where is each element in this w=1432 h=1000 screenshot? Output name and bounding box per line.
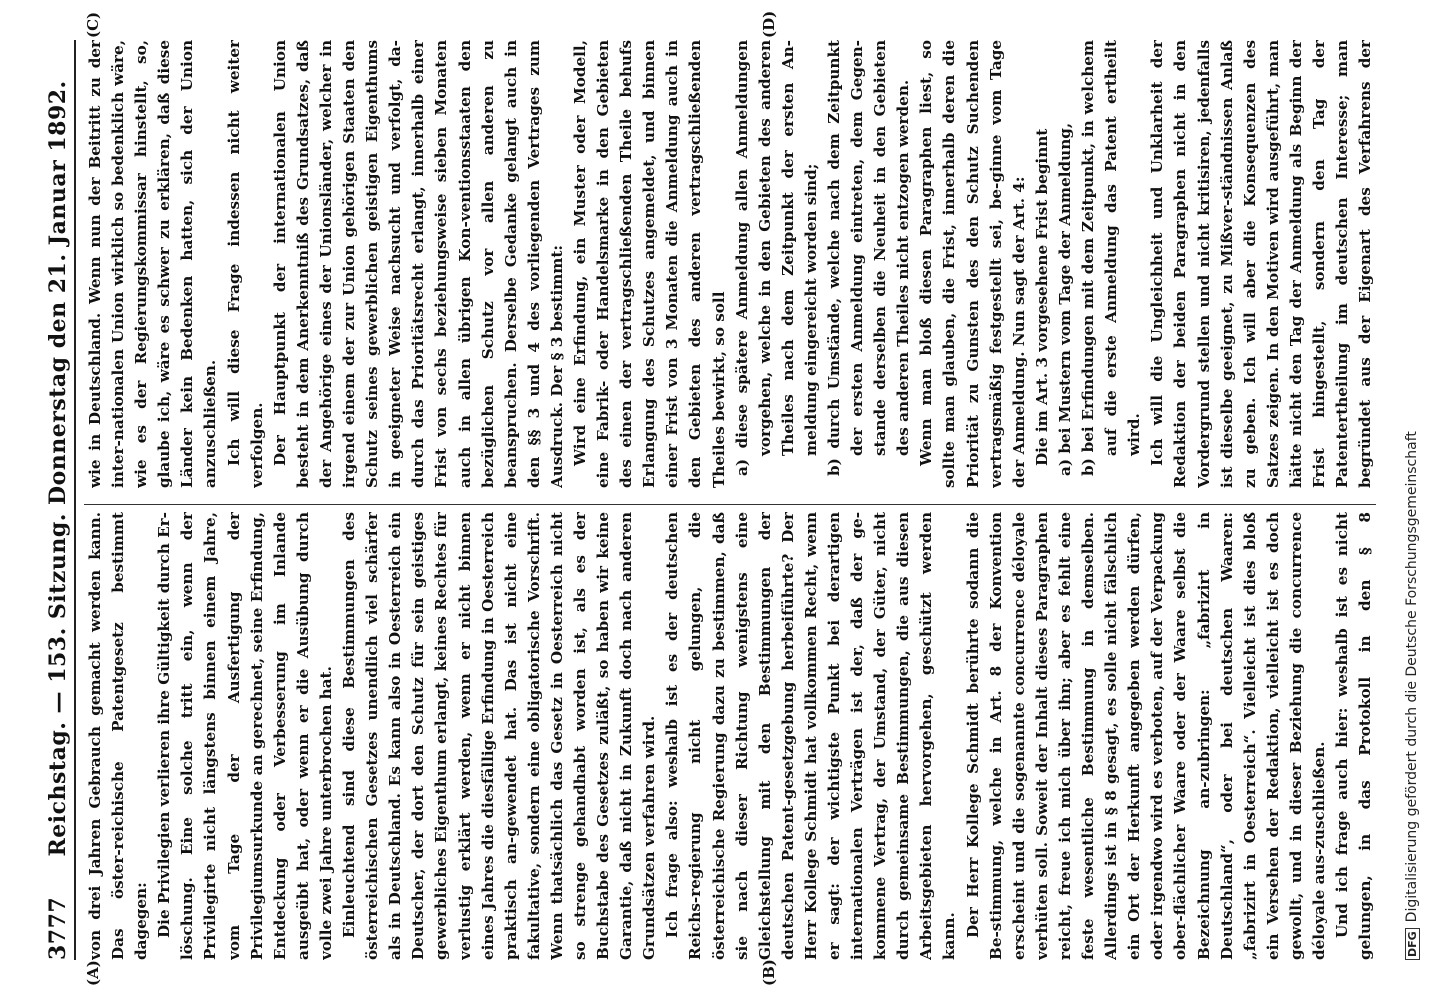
paragraph: Die Privilegien verlieren ihre Gültigkeit durch Er-löschung. Eine solche tritt ein, wenn der Privilegirte nicht längstens binnen einem Jahre, vom Tage der Ausfertigung der Privilegiumsurkunde an gerechnet, seine Erfindung, Entdeckung oder Verbesserung im Inlande ausgeübt hat, oder wenn er die Ausübung durch volle zwei Jahre unterbrochen hat. — [155, 512, 335, 960]
page-number-left: 3777 — [45, 896, 71, 960]
paragraph: Ich will die Ungleichheit und Unklarheit der Redaktion der beiden Paragraphen nicht in den Vordergrund stellen und nicht kritisiren, jedenfalls ist dieselbe geeignet, zu Mißver-ständnissen Anlaß zu geben. Ich will aber die Konsequenzen des Satzes zeigen. In den Motiven wird ausgeführt, man hätte nicht den Tag der Anmeldung als Beginn der Frist hingestellt, sondern den Tag der Patentertheilung im deutschen Interesse; man begründet aus der Eigenart des Verfahrens der — [1148, 40, 1375, 488]
margin-mark-b: (B) — [760, 959, 778, 986]
paragraph: Der Herr Kollege Schmidt berührte sodann die Be-stimmung, welche in Art. 8 der Konvention erscheint und die sogenannte concurrence déloyale verhüten soll. Soweit der Inhalt dieses Paragraphen reicht, freue ich mich über ihn; aber es fehlt eine feste wesentliche Bestimmung in demselben. Allerdings ist in § 8 gesagt, es solle nicht fälschlich ein Ort der Herkunft angegeben werden dürfen, oder irgendwo wird es verboten, auf der Verpackung ober-flächlicher Waare oder der Waare selbst die Bezeichnung an-zubringen: „fabrizirt in Deutschland“, oder bei deutschen Waaren: „fabrizirt in Oesterreich“. Vielleicht ist dies bloß ein Versehen der Redaktion, vielleicht ist es doch gewollt, und in dieser Beziehung die concurrence déloyale aus-zuschließen. — [963, 512, 1328, 960]
running-title: Reichstag. — 153. Sitzung. Donnerstag den 21. Januar 1892. — [45, 80, 71, 857]
paragraph: Die im Art. 3 vorgesehene Frist beginnt — [1032, 128, 1051, 466]
paragraph: Einleuchtend sind diese Bestimmungen des österreichischen Gesetzes unendlich viel schärfer als in Deutschland. Es kann also in Oesterreich ein Deutscher, der dort den Schutz für sein geistiges gewerbliches Eigenthum erlangt, keines Rechtes für verlustig erklärt werden, wenn er nicht binnen eines Jahres die diesfällige Erfindung in Oesterreich praktisch an-gewendet hat. Das ist nicht eine fakultative, sondern eine obligatorische Vorschrift. Wenn thatsächlich das Gesetz in Oesterreich nicht so strenge gehandhabt worden ist, als es der Buchstabe des Gesetzes zuläßt, so haben wir keine Garantie, daß nicht in Zukunft doch nach anderen Grundsätzen verfahren wird. — [340, 512, 659, 960]
paragraph: wie in Deutschland. Wenn nun der Beitritt zu der inter-nationalen Union wirklich so bedenklich wäre, wie es der Regierungskommissar hinstellt, so, glaube ich, wäre es schwer zu erklären, daß diese Länder kein Bedenken hatten, sich der Union anzuschließen. — [86, 40, 220, 488]
left-text-column — [84, 512, 1376, 960]
margin-mark-c: (C) — [84, 11, 102, 38]
column-divider — [84, 504, 1376, 505]
paragraph: b) bei Erfindungen mit dem Zeitpunkt, in welchem auf die erste Anmeldung das Patent ertheilt wird. — [1079, 40, 1144, 476]
paragraph: Ich will diese Frage indessen nicht weiter verfolgen. — [224, 40, 266, 488]
paragraph: Wird eine Erfindung, ein Muster oder Modell, eine Fabrik- oder Handelsmarke in den Gebieten des einen der vertragschließenden Theile behufs Erlangung des Schutzes angemeldet, und binnen einer Frist von 3 Monaten die Anmeldung auch in den Gebieten des anderen vertragschließenden Theiles bewirkt, so soll — [570, 40, 728, 488]
paragraph: Und ich frage auch hier: weshalb ist es nicht gelungen, in das Protokoll in den § 8 — [1333, 512, 1375, 960]
margin-mark-d: (D) — [760, 10, 778, 38]
dfg-logo: DFG — [1405, 928, 1420, 960]
digitization-credit — [1404, 431, 1420, 960]
paragraph: a) diese spätere Anmeldung allen Anmeldungen vorgehen, welche in den Gebieten des anderen Theiles nach dem Zeitpunkt der ersten An-meldung eingereicht worden sind; — [732, 40, 820, 476]
paragraph: Der Hauptpunkt der internationalen Union besteht in dem Anerkenntniß des Grundsatzes, daß der Angehörige eines der Unionsländer, welcher in irgend einem der zur Union gehörigen Staaten den Schutz seines gewerblichen geistigen Eigenthums in geeigneter Weise nachsucht und verfolgt, da-durch das Prioritätsrecht erlangt, innerhalb einer Frist von sechs beziehungsweise sieben Monaten auch in allen übrigen Kon-ventionsstaaten den bezüglichen Schutz vor allen anderen zu beanspruchen. Derselbe Gedanke gelangt auch in den §§ 3 und 4 des vorliegenden Vertrages zum Ausdruck. Der § 3 bestimmt: — [270, 40, 566, 488]
right-text-column — [84, 40, 1376, 488]
page-header — [42, 40, 76, 960]
credit-text: Digitalisierung gefördert durch die Deutsche Forschungsgemeinschaft — [1404, 431, 1420, 923]
paragraph: von drei Jahren Gebrauch gemacht werden kann. Das öster-reichische Patentgesetz bestimmt dagegen: — [86, 512, 151, 960]
paragraph: b) durch Umstände, welche nach dem Zeitpunkt der ersten Anmeldung eintreten, dem Gegen-stande derselben die Neuheit in den Gebieten des anderen Theiles nicht entzogen werden. — [825, 40, 913, 476]
paragraph: a) bei Mustern vom Tage der Anmeldung, — [1055, 122, 1074, 476]
margin-mark-a: (A) — [84, 960, 102, 986]
paragraph: Ich frage also: weshalb ist es der deutschen Reichs-regierung nicht gelungen, die österreichische Regierung dazu zu bestimmen, daß sie nach dieser Richtung wenigstens eine Gleichstellung mit den Bestimmungen der deutschen Patent-gesetzgebung herbeiführte? Der Herr Kollege Schmidt hat vollkommen Recht, wenn er sagt: der wichtigste Punkt bei derartigen internationalen Verträgen ist der, daß der ge-kommene Vertrag, der Umstand, der Güter, nicht durch gemeinsame Bestimmungen, die aus diesen Arbeitsgebieten hervorgehen, geschützt werden kann. — [663, 512, 959, 960]
paragraph: Wenn man bloß diesen Paragraphen liest, so sollte man glauben, die Frist, innerhalb deren die Priorität zu Gunsten des den Schutz Suchenden vertragsmäßig festgestellt sei, be-ginne vom Tage der Anmeldung. Nun sagt der Art. 4: — [917, 40, 1028, 488]
